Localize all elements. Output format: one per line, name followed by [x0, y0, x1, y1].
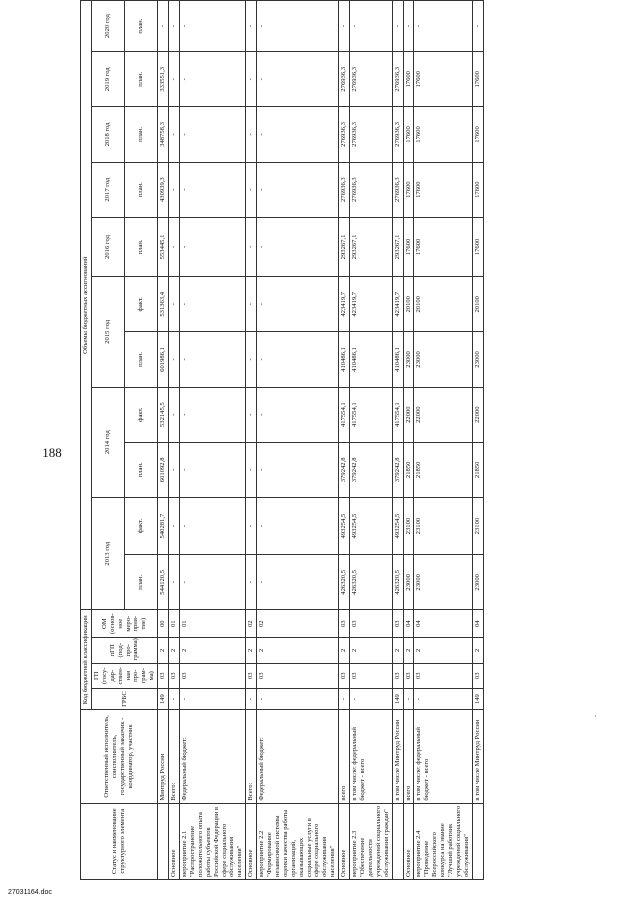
- value-cell: 20100: [403, 277, 414, 332]
- responsible-cell: в том числе: федеральный бюджет - всего: [414, 710, 472, 803]
- value-cell: 540281,7: [158, 497, 169, 554]
- gp-cell: 03: [472, 663, 483, 688]
- plan-header: план.: [125, 1, 158, 52]
- value-cell: -: [169, 217, 180, 276]
- value-cell: -: [472, 1, 483, 52]
- value-cell: -: [179, 442, 245, 497]
- scan-mark: ,: [595, 712, 597, 718]
- value-cell: -: [257, 332, 339, 387]
- grbs-cell: -: [169, 688, 180, 709]
- pgp-cell: 2: [257, 638, 339, 663]
- status-cell: мероприятие 2.3 "Обеспечение деятельности учреждений социального обслуживания граждан": [350, 803, 393, 879]
- value-cell: -: [246, 107, 257, 162]
- value-cell: 21850: [403, 442, 414, 497]
- value-cell: 417554,1: [350, 387, 393, 442]
- pgp-cell: 2: [472, 638, 483, 663]
- page-number: 188: [42, 445, 62, 460]
- value-cell: -: [169, 497, 180, 554]
- responsible-cell: Минтруд России: [158, 710, 169, 803]
- table-row: [257, 1, 339, 880]
- value-cell: -: [246, 332, 257, 387]
- value-cell: 276936,3: [350, 52, 393, 107]
- gp-cell: 03: [158, 663, 169, 688]
- responsible-cell: Всего:: [246, 710, 257, 803]
- gp-cell: 03: [257, 663, 339, 688]
- value-cell: -: [179, 332, 245, 387]
- gp-cell: 03: [339, 663, 350, 688]
- gp-cell: 03: [350, 663, 393, 688]
- value-cell: 493254,5: [339, 497, 350, 554]
- table-row: [403, 1, 414, 880]
- plan-header: план.: [125, 52, 158, 107]
- value-cell: 276936,3: [350, 107, 393, 162]
- rotated-table-container: [80, 0, 600, 880]
- plan-header: план.: [125, 442, 158, 497]
- om-cell: 03: [339, 610, 350, 638]
- value-cell: -: [169, 107, 180, 162]
- value-cell: 410486,1: [392, 332, 403, 387]
- responsible-cell: всего: [403, 710, 414, 803]
- value-cell: 430939,3: [158, 162, 169, 217]
- value-cell: 276936,3: [339, 107, 350, 162]
- value-cell: -: [246, 52, 257, 107]
- value-cell: -: [257, 277, 339, 332]
- table-row: [339, 1, 350, 880]
- om-cell: 02: [257, 610, 339, 638]
- value-cell: -: [350, 1, 393, 52]
- budget-table: [80, 0, 484, 880]
- plan-header: план.: [125, 555, 158, 610]
- value-cell: -: [179, 1, 245, 52]
- value-cell: -: [158, 1, 169, 52]
- value-cell: 426320,5: [339, 555, 350, 610]
- value-cell: 410486,1: [350, 332, 393, 387]
- pgp-cell: 2: [392, 638, 403, 663]
- value-cell: 23100: [403, 497, 414, 554]
- pgp-cell: 2: [403, 638, 414, 663]
- value-cell: -: [169, 332, 180, 387]
- year-2016-header: 2016 год: [91, 217, 124, 276]
- om-cell: 04: [472, 610, 483, 638]
- value-cell: -: [179, 387, 245, 442]
- value-cell: 23100: [472, 497, 483, 554]
- value-cell: 17600: [414, 162, 472, 217]
- value-cell: 493254,5: [350, 497, 393, 554]
- value-cell: -: [169, 277, 180, 332]
- value-cell: 553445,1: [158, 217, 169, 276]
- value-cell: 17600: [472, 52, 483, 107]
- grbs-cell: -: [179, 688, 245, 709]
- value-cell: 276936,3: [350, 162, 393, 217]
- responsible-cell: в том числе Минтруд России: [472, 710, 483, 803]
- value-cell: -: [169, 162, 180, 217]
- value-cell: 21850: [472, 442, 483, 497]
- pgp-cell: 2: [169, 638, 180, 663]
- gp-cell: 03: [414, 663, 472, 688]
- om-cell: 03: [350, 610, 393, 638]
- om-cell: 03: [392, 610, 403, 638]
- value-cell: 276936,3: [392, 107, 403, 162]
- value-cell: 22000: [414, 387, 472, 442]
- value-cell: 544120,5: [158, 555, 169, 610]
- gp-cell: 03: [169, 663, 180, 688]
- value-cell: -: [257, 387, 339, 442]
- value-cell: 17600: [414, 217, 472, 276]
- responsible-cell: в том числе: федеральный бюджет - всего: [350, 710, 393, 803]
- table-row: [169, 1, 180, 880]
- year-2015-header: 2015 год: [91, 277, 124, 387]
- pgp-cell: 2: [179, 638, 245, 663]
- value-cell: 276936,3: [339, 162, 350, 217]
- value-cell: 531363,4: [158, 277, 169, 332]
- pgp-cell: 2: [414, 638, 472, 663]
- status-cell: Основное: [169, 803, 180, 879]
- om-cell: 04: [403, 610, 414, 638]
- value-cell: -: [392, 1, 403, 52]
- plan-header: план.: [125, 107, 158, 162]
- value-cell: -: [169, 442, 180, 497]
- status-cell: [472, 803, 483, 879]
- value-cell: -: [257, 555, 339, 610]
- value-cell: 417554,1: [392, 387, 403, 442]
- value-cell: 379242,8: [350, 442, 393, 497]
- value-cell: -: [169, 387, 180, 442]
- value-cell: 23000: [472, 555, 483, 610]
- value-cell: 348758,3: [158, 107, 169, 162]
- responsible-cell: Федеральный бюджет:: [179, 710, 245, 803]
- pgp-cell: 2: [350, 638, 393, 663]
- table-row: [472, 1, 483, 880]
- volume-group-header: Объемы бюджетных ассигнований: [81, 1, 92, 610]
- fact-header: факт.: [125, 497, 158, 554]
- value-cell: 20100: [472, 277, 483, 332]
- value-cell: -: [179, 555, 245, 610]
- table-row: [414, 1, 472, 880]
- value-cell: -: [179, 217, 245, 276]
- value-cell: 293267,1: [350, 217, 393, 276]
- value-cell: -: [339, 1, 350, 52]
- table-body: [158, 1, 484, 880]
- value-cell: 379242,8: [392, 442, 403, 497]
- value-cell: -: [257, 107, 339, 162]
- value-cell: 293267,1: [392, 217, 403, 276]
- grbs-cell: -: [257, 688, 339, 709]
- value-cell: 601986,1: [158, 332, 169, 387]
- year-2018-header: 2018 год: [91, 107, 124, 162]
- responsible-cell: Всего:: [169, 710, 180, 803]
- status-cell: мероприятие 2.2 "Формирование независимой системы оценки качества работы организаций, оказывающих социальные услуги в сфере социального обслуживания населения": [257, 803, 339, 879]
- value-cell: 532145,5: [158, 387, 169, 442]
- gp-cell: 03: [392, 663, 403, 688]
- plan-header: план.: [125, 162, 158, 217]
- grbs-cell: -: [403, 688, 414, 709]
- value-cell: 20100: [414, 277, 472, 332]
- grbs-cell: 149: [472, 688, 483, 709]
- value-cell: -: [179, 497, 245, 554]
- responsible-cell: Федеральный бюджет:: [257, 710, 339, 803]
- grbs-cell: -: [339, 688, 350, 709]
- value-cell: -: [179, 107, 245, 162]
- value-cell: 21850: [414, 442, 472, 497]
- year-2014-header: 2014 год: [91, 387, 124, 497]
- plan-header: план.: [125, 217, 158, 276]
- value-cell: 276936,3: [392, 52, 403, 107]
- status-cell: Основное: [246, 803, 257, 879]
- value-cell: 17600: [403, 107, 414, 162]
- value-cell: 426320,5: [350, 555, 393, 610]
- status-cell: [158, 803, 169, 879]
- table-row: [350, 1, 393, 880]
- value-cell: -: [169, 52, 180, 107]
- value-cell: 293267,1: [339, 217, 350, 276]
- om-cell: 01: [179, 610, 245, 638]
- value-cell: 601092,8: [158, 442, 169, 497]
- value-cell: -: [246, 387, 257, 442]
- status-cell: [392, 803, 403, 879]
- grbs-cell: 149: [392, 688, 403, 709]
- value-cell: -: [257, 497, 339, 554]
- value-cell: -: [257, 442, 339, 497]
- plan-header: план.: [125, 332, 158, 387]
- gp-header: ГП (госу-дар-ствен-ная про-грам-ма): [91, 663, 157, 688]
- status-cell: мероприятие 2.4 "Проведение Всероссийского конкурса на звание "Лучший работник учреждений социального обслуживания": [414, 803, 472, 879]
- status-cell: Основное: [339, 803, 350, 879]
- value-cell: -: [414, 1, 472, 52]
- status-cell: мероприятие 2.1 "Распространение положительного опыта работы субъектов Российской Федерации в сфере социального обслуживания населения": [179, 803, 245, 879]
- value-cell: 17600: [403, 217, 414, 276]
- value-cell: -: [257, 217, 339, 276]
- table-row: [246, 1, 257, 880]
- responsible-header: Ответственный исполнитель, соисполнитель, государственный заказчик - координатор, участник: [81, 710, 158, 803]
- om-cell: 04: [414, 610, 472, 638]
- value-cell: -: [246, 162, 257, 217]
- value-cell: 417554,1: [339, 387, 350, 442]
- om-header: ОМ (основ-ное меро-прия-тие): [91, 610, 157, 638]
- value-cell: 379242,8: [339, 442, 350, 497]
- value-cell: 17600: [403, 162, 414, 217]
- fact-header: факт.: [125, 277, 158, 332]
- status-header: Статус и наименование структурного элемента: [81, 803, 158, 879]
- value-cell: -: [169, 1, 180, 52]
- om-cell: 00: [158, 610, 169, 638]
- gp-cell: 03: [246, 663, 257, 688]
- value-cell: 423419,7: [350, 277, 393, 332]
- status-cell: Основное: [403, 803, 414, 879]
- value-cell: 493254,5: [392, 497, 403, 554]
- value-cell: 410486,1: [339, 332, 350, 387]
- gp-cell: 03: [403, 663, 414, 688]
- value-cell: 23000: [403, 332, 414, 387]
- value-cell: 23000: [403, 555, 414, 610]
- value-cell: -: [179, 277, 245, 332]
- value-cell: -: [246, 1, 257, 52]
- value-cell: -: [179, 52, 245, 107]
- value-cell: 23100: [414, 497, 472, 554]
- value-cell: 23000: [414, 332, 472, 387]
- table-row: [392, 1, 403, 880]
- value-cell: -: [257, 1, 339, 52]
- year-2017-header: 2017 год: [91, 162, 124, 217]
- value-cell: 23000: [414, 555, 472, 610]
- value-cell: 333551,3: [158, 52, 169, 107]
- value-cell: 423419,7: [392, 277, 403, 332]
- value-cell: 22000: [472, 387, 483, 442]
- header-row-1: [81, 1, 92, 880]
- grbs-cell: -: [246, 688, 257, 709]
- pgp-header: пГП (под-про-грамма): [91, 638, 157, 663]
- value-cell: 23000: [472, 332, 483, 387]
- value-cell: 17600: [403, 52, 414, 107]
- value-cell: 17600: [414, 52, 472, 107]
- grbs-cell: 149: [158, 688, 169, 709]
- grbs-cell: -: [350, 688, 393, 709]
- value-cell: -: [257, 162, 339, 217]
- value-cell: 426320,5: [392, 555, 403, 610]
- value-cell: 17600: [472, 217, 483, 276]
- year-2020-header: 2020 год: [91, 1, 124, 52]
- value-cell: -: [257, 52, 339, 107]
- value-cell: 17600: [414, 107, 472, 162]
- value-cell: 17600: [472, 162, 483, 217]
- value-cell: -: [246, 555, 257, 610]
- om-cell: 01: [169, 610, 180, 638]
- value-cell: 17600: [472, 107, 483, 162]
- value-cell: -: [246, 442, 257, 497]
- pgp-cell: 2: [158, 638, 169, 663]
- fact-header: факт.: [125, 387, 158, 442]
- value-cell: -: [179, 162, 245, 217]
- table-row: [179, 1, 245, 880]
- value-cell: -: [246, 497, 257, 554]
- pgp-cell: 2: [339, 638, 350, 663]
- year-2019-header: 2019 год: [91, 52, 124, 107]
- responsible-cell: в том числе Минтруд России: [392, 710, 403, 803]
- table-row: [158, 1, 169, 880]
- grbs-cell: -: [414, 688, 472, 709]
- code-group-header: Код бюджетной классификации: [81, 610, 92, 710]
- grbs-header: ГРБС: [91, 688, 157, 709]
- value-cell: 276936,3: [392, 162, 403, 217]
- value-cell: 22000: [403, 387, 414, 442]
- pgp-cell: 2: [246, 638, 257, 663]
- year-2013-header: 2013 год: [91, 497, 124, 610]
- om-cell: 02: [246, 610, 257, 638]
- value-cell: -: [246, 277, 257, 332]
- value-cell: -: [246, 217, 257, 276]
- value-cell: 423419,7: [339, 277, 350, 332]
- value-cell: 276936,3: [339, 52, 350, 107]
- value-cell: -: [403, 1, 414, 52]
- responsible-cell: всего: [339, 710, 350, 803]
- value-cell: -: [169, 555, 180, 610]
- gp-cell: 03: [179, 663, 245, 688]
- footer-filename: 27031164.doc: [8, 889, 52, 896]
